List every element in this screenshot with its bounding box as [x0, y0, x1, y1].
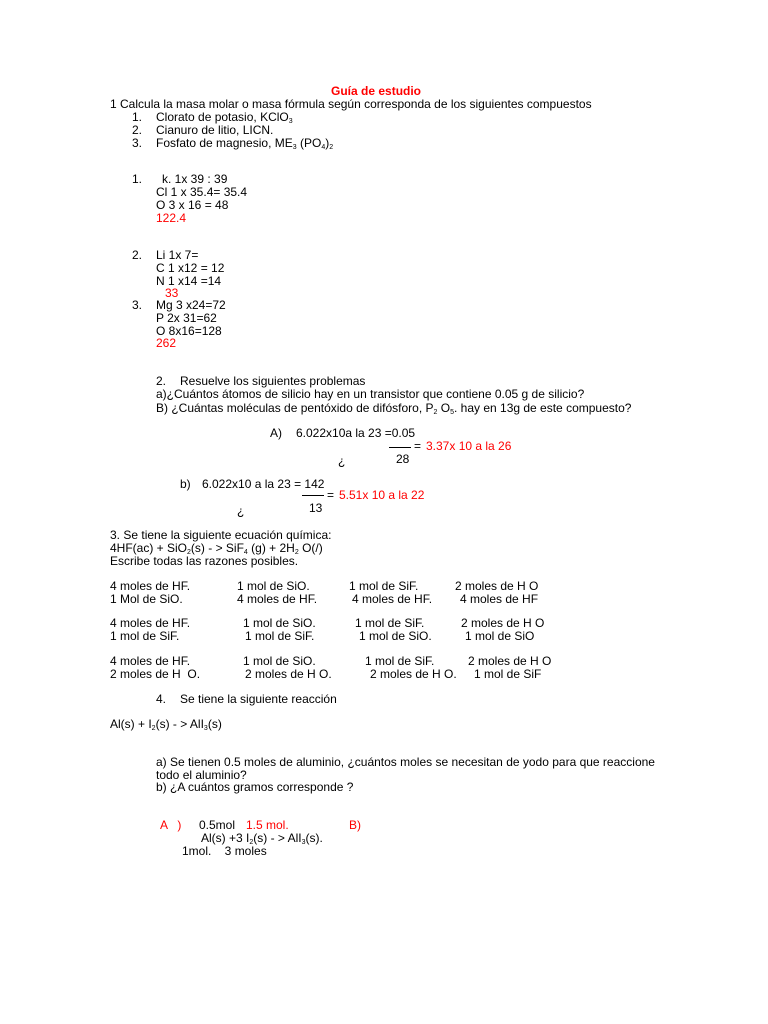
ratio-cell: 1 mol de SiO. — [243, 616, 316, 630]
q1-item-1: Clorato de potasio, KClO3 — [156, 110, 293, 125]
work-line: k. 1x 39 : 39 — [162, 172, 228, 186]
ratio-cell: 2 moles de H O — [468, 654, 552, 668]
ratio-cell: 2 moles de H O. — [370, 667, 457, 681]
work-line: C 1 x12 = 12 — [156, 261, 225, 275]
fraction-bar — [302, 495, 324, 496]
q1-item-num: 1. — [132, 110, 143, 124]
ratio-cell: 1 mol de SiO. — [359, 629, 432, 643]
q4-question-a-cont: todo el aluminio? — [156, 768, 247, 782]
work-result: 122.4 — [156, 211, 187, 225]
work-line: Li 1x 7= — [156, 248, 199, 262]
q2-heading: Resuelve los siguientes problemas — [180, 374, 366, 388]
work-line: P 2x 31=62 — [156, 311, 217, 325]
ratio-cell: 1 mol de SiO — [465, 629, 535, 643]
q4-question-a: a) Se tienen 0.5 moles de aluminio, ¿cuántos moles se necesitan de yodo para que reaccione — [156, 755, 655, 769]
work-num: 2. — [132, 248, 143, 262]
ratio-cell: 1 Mol de SiO. — [110, 592, 183, 606]
ratio-cell: 2 moles de H O — [455, 579, 539, 593]
q2-num: 2. — [156, 374, 167, 388]
work-result: 33 — [165, 286, 179, 300]
ratio-cell: 1 mol de SiF — [474, 667, 542, 681]
ratio-cell: 1 mol de SiF. — [365, 654, 435, 668]
work-result: 262 — [156, 336, 177, 350]
answer-mol: 0.5mol — [199, 818, 236, 832]
sol-b-denom: 13 — [309, 501, 323, 515]
sol-a-eq: = — [414, 439, 422, 453]
q1-item-num: 2. — [132, 123, 143, 137]
q1-item-num: 3. — [132, 136, 143, 150]
ratio-cell: 1 mol de SiF. — [355, 616, 425, 630]
ratio-cell: 4 moles de HF — [460, 592, 539, 606]
sol-b-expr: 6.022x10 a la 23 = 142 — [202, 477, 325, 491]
sol-a-question: ¿ — [338, 454, 346, 468]
ratio-cell: 1 mol de SiF. — [110, 629, 180, 643]
sol-a-expr: 6.022x10a la 23 =0.05 — [296, 426, 416, 440]
q3-instruction: Escribe todas las razones posibles. — [110, 554, 299, 568]
ratio-cell: 1 mol de SiF. — [245, 629, 315, 643]
sol-b-result: 5.51x 10 a la 22 — [339, 488, 425, 502]
sol-b-eq: = — [327, 488, 335, 502]
sol-a-denom: 28 — [396, 452, 410, 466]
q2-question-a: a)¿Cuántos átomos de silicio hay en un transistor que contiene 0.05 g de silicio? — [156, 387, 585, 401]
q1-intro: 1 Calcula la masa molar o masa fórmula según corresponda de los siguientes compuestos — [110, 97, 592, 111]
answer-result: 1.5 mol. — [246, 818, 289, 832]
sol-b-question: ¿ — [237, 504, 245, 518]
ratio-cell: 4 moles de HF. — [110, 579, 191, 593]
ratio-cell: 4 moles de HF. — [110, 654, 191, 668]
fraction-bar — [389, 447, 411, 448]
work-line: O 3 x 16 = 48 — [156, 198, 229, 212]
sol-a-result: 3.37x 10 a la 26 — [426, 439, 512, 453]
ratio-cell: 1 mol de SiF. — [349, 579, 419, 593]
answer-equation: Al(s) +3 I2(s) - > AlI3(s). — [201, 831, 323, 846]
ratio-cell: 1 mol de SiO. — [237, 579, 310, 593]
q4-reaction: Al(s) + I2(s) - > AlI3(s) — [110, 717, 222, 732]
ratio-cell: 2 moles de H O. — [245, 667, 332, 681]
ratio-cell: 4 moles de HF. — [237, 592, 318, 606]
q4-num: 4. — [156, 692, 167, 706]
ratio-cell: 4 moles de HF. — [110, 616, 191, 630]
ratio-cell: 1 mol de SiO. — [243, 654, 316, 668]
work-line: O 8x16=128 — [156, 324, 222, 338]
work-line: Mg 3 x24=72 — [156, 298, 226, 312]
page-title: Guía de estudio — [331, 84, 422, 98]
answer-b-label: B) — [349, 818, 361, 832]
answer-a-label: A ) — [160, 818, 182, 832]
q1-item-3: Fosfato de magnesio, ME3 (PO4)2 — [156, 136, 334, 151]
ratio-cell: 4 moles de HF. — [352, 592, 433, 606]
ratio-cell: 2 moles de H O — [461, 616, 545, 630]
q3-heading: 3. Se tiene la siguiente ecuación química: — [110, 528, 332, 542]
q1-item-2: Cianuro de litio, LICN. — [156, 123, 274, 137]
work-line: N 1 x14 =14 — [156, 274, 222, 288]
work-num: 1. — [132, 172, 143, 186]
work-line: Cl 1 x 35.4= 35.4 — [156, 185, 248, 199]
q2-question-b: B) ¿Cuántas moléculas de pentóxido de difósforo, P2 O5. hay en 13g de este compuesto? — [156, 401, 632, 416]
q4-question-b: b) ¿A cuántos gramos corresponde ? — [156, 780, 354, 794]
sol-a-label: A) — [270, 426, 282, 440]
ratio-cell: 2 moles de H O. — [110, 667, 201, 681]
q4-heading: Se tiene la siguiente reacción — [180, 692, 337, 706]
work-num: 3. — [132, 298, 143, 312]
sol-b-label: b) — [180, 477, 191, 491]
q3-equation: 4HF(ac) + SiO2(s) - > SiF4 (g) + 2H2 O(/) — [110, 541, 323, 556]
answer-moles: 1mol. 3 moles — [182, 844, 267, 858]
